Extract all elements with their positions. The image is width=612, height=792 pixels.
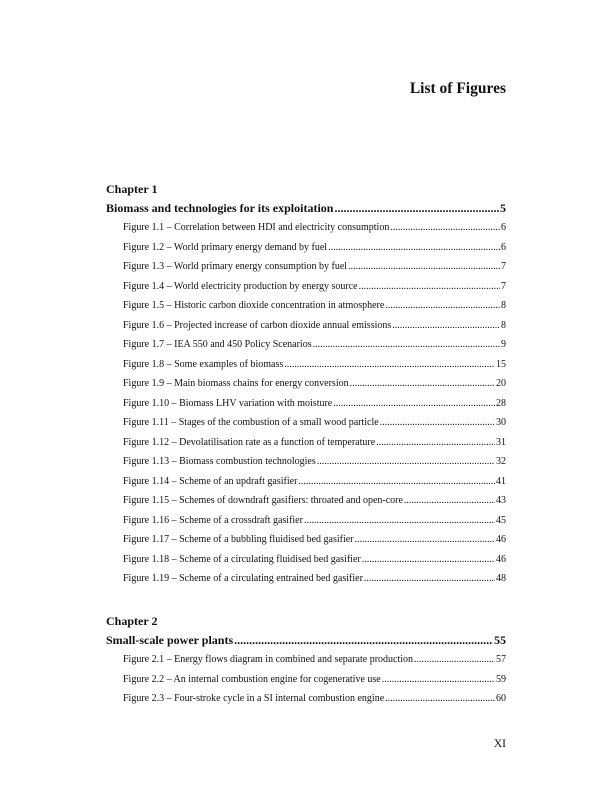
- figure-entry[interactable]: [106, 689, 506, 709]
- figure-caption: Figure 1.17 – Scheme of a bubbling fluidised bed gasifier: [123, 534, 354, 545]
- figure-entry[interactable]: [106, 316, 506, 336]
- dot-leader: [284, 355, 495, 375]
- figure-page: 43: [496, 495, 506, 506]
- figure-page: 28: [496, 397, 506, 409]
- chapter-label: Chapter 1: [106, 182, 158, 196]
- figure-caption: Figure 1.13 – Biomass combustion technologies: [123, 456, 316, 467]
- dot-leader: [414, 650, 495, 670]
- dot-leader: [364, 569, 495, 589]
- figure-caption: Figure 1.19 – Scheme of a circulating entrained bed gasifier: [123, 573, 363, 584]
- figure-caption: Figure 1.10 – Biomass LHV variation with moisture: [123, 397, 333, 409]
- figure-entry[interactable]: [106, 277, 506, 297]
- dot-leader: [317, 452, 495, 472]
- figure-page: 9: [501, 339, 506, 350]
- figure-entry[interactable]: [106, 296, 506, 316]
- dot-leader: [390, 218, 500, 238]
- dot-leader: [298, 472, 495, 492]
- page-title: List of Figures: [409, 80, 506, 97]
- figure-caption: Figure 1.5 – Historic carbon dioxide concentration in atmosphere: [123, 300, 385, 311]
- figure-list: [106, 650, 506, 709]
- figure-caption: Figure 1.14 – Scheme of an updraft gasifier: [123, 475, 298, 487]
- chapter-title: Small-scale power plants: [106, 633, 234, 647]
- figure-caption: Figure 1.2 – World primary energy demand by fuel: [123, 241, 328, 253]
- dot-leader: [328, 238, 500, 258]
- figure-caption: Figure 2.3 – Four-stroke cycle in a SI internal combustion engine: [123, 693, 385, 704]
- chapter-label: Chapter 2: [106, 614, 158, 628]
- figure-page: 46: [496, 553, 506, 565]
- figure-page: 30: [496, 417, 506, 428]
- figure-page: 57: [496, 654, 506, 665]
- figure-caption: Figure 2.2 – An internal combustion engine for cogenerative use: [123, 673, 381, 685]
- figure-caption: Figure 1.3 – World primary energy consumption by fuel: [123, 261, 348, 272]
- figure-entry[interactable]: [106, 394, 506, 414]
- figure-page: 7: [501, 280, 506, 292]
- figure-entry[interactable]: [106, 569, 506, 589]
- dot-leader: [380, 413, 495, 433]
- figure-caption: Figure 1.12 – Devolatilisation rate as a function of temperature: [123, 436, 376, 448]
- dot-leader: [392, 316, 500, 336]
- dot-leader: [359, 277, 500, 297]
- dot-leader: [350, 374, 495, 394]
- figure-page: 8: [501, 300, 506, 311]
- dot-leader: [404, 491, 495, 511]
- chapter-title-entry[interactable]: [106, 198, 506, 218]
- chapter-page: 5: [500, 201, 506, 215]
- figure-caption: Figure 1.8 – Some examples of biomass: [123, 358, 284, 370]
- chapter-title-entry[interactable]: [106, 630, 506, 650]
- chapter-2-section: [106, 612, 506, 709]
- dot-leader: [382, 670, 495, 690]
- figure-entry[interactable]: [106, 433, 506, 453]
- figure-page: 31: [496, 436, 506, 448]
- figure-entry[interactable]: [106, 355, 506, 375]
- figure-caption: Figure 1.15 – Schemes of downdraft gasifiers: throated and open-core: [123, 495, 403, 506]
- dot-leader: [362, 550, 495, 570]
- figure-caption: Figure 2.1 – Energy flows diagram in combined and separate production: [123, 654, 414, 665]
- page-number: XI: [493, 738, 506, 750]
- dot-leader: [333, 394, 495, 414]
- figure-entry[interactable]: [106, 550, 506, 570]
- figure-page: 6: [501, 222, 506, 233]
- dot-leader: [334, 198, 499, 218]
- figure-entry[interactable]: [106, 257, 506, 277]
- figure-entry[interactable]: [106, 218, 506, 238]
- figure-list: [106, 218, 506, 589]
- figure-caption: Figure 1.1 – Correlation between HDI and electricity consumption: [123, 222, 390, 233]
- figure-entry[interactable]: [106, 413, 506, 433]
- dot-leader: [348, 257, 500, 277]
- figure-entry[interactable]: [106, 335, 506, 355]
- figure-entry[interactable]: [106, 670, 506, 690]
- figure-page: 46: [496, 534, 506, 545]
- dot-leader: [313, 335, 500, 355]
- figure-page: 6: [501, 241, 506, 253]
- chapter-page: 55: [494, 633, 506, 647]
- figure-page: 59: [496, 673, 506, 685]
- chapter-1-section: [106, 180, 506, 589]
- figure-entry[interactable]: [106, 238, 506, 258]
- dot-leader: [376, 433, 495, 453]
- figure-page: 20: [496, 378, 506, 389]
- figure-entry[interactable]: [106, 472, 506, 492]
- figure-entry[interactable]: [106, 511, 506, 531]
- dot-leader: [385, 689, 495, 709]
- figure-page: 8: [501, 319, 506, 331]
- figure-page: 41: [496, 475, 506, 487]
- figure-caption: Figure 1.7 – IEA 550 and 450 Policy Scenarios: [123, 339, 312, 350]
- chapter-title: Biomass and technologies for its exploitation: [106, 201, 334, 215]
- dot-leader: [385, 296, 500, 316]
- figure-caption: Figure 1.6 – Projected increase of carbon dioxide annual emissions: [123, 319, 392, 331]
- figure-caption: Figure 1.9 – Main biomass chains for energy conversion: [123, 378, 349, 389]
- figure-caption: Figure 1.4 – World electricity production by energy source: [123, 280, 358, 292]
- figure-entry[interactable]: [106, 452, 506, 472]
- figure-entry[interactable]: [106, 650, 506, 670]
- dot-leader: [355, 530, 495, 550]
- figure-page: 7: [501, 261, 506, 272]
- dot-leader: [304, 511, 495, 531]
- figure-page: 32: [496, 456, 506, 467]
- figure-entry[interactable]: [106, 530, 506, 550]
- figure-caption: Figure 1.16 – Scheme of a crossdraft gasifier: [123, 514, 303, 526]
- figure-page: 48: [496, 573, 506, 584]
- figure-entry[interactable]: [106, 374, 506, 394]
- figure-page: 60: [496, 693, 506, 704]
- figure-caption: Figure 1.18 – Scheme of a circulating fluidised bed gasifier: [123, 553, 361, 565]
- figure-page: 15: [496, 358, 506, 370]
- figure-entry[interactable]: [106, 491, 506, 511]
- dot-leader: [234, 630, 493, 650]
- figure-page: 45: [496, 514, 506, 526]
- figure-caption: Figure 1.11 – Stages of the combustion of a small wood particle: [123, 417, 379, 428]
